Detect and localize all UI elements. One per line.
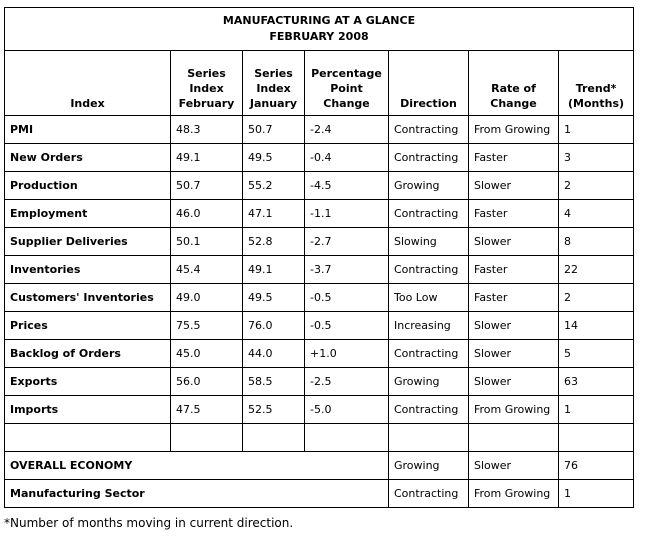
- trend-cell: 2: [559, 284, 634, 312]
- direction-cell: Growing: [389, 368, 469, 396]
- january-value-cell: 44.0: [243, 340, 305, 368]
- header-rate-of-change: Rate of Change: [469, 51, 559, 116]
- index-name-cell: Backlog of Orders: [5, 340, 171, 368]
- blank-cell: [5, 424, 171, 452]
- direction-cell: Contracting: [389, 116, 469, 144]
- table-row: [5, 396, 634, 424]
- rate-of-change-cell: From Growing: [469, 396, 559, 424]
- direction-cell: Growing: [389, 172, 469, 200]
- direction-cell: Contracting: [389, 340, 469, 368]
- trend-cell: 5: [559, 340, 634, 368]
- index-name-cell: PMI: [5, 116, 171, 144]
- blank-cell: [389, 424, 469, 452]
- index-name-cell: Supplier Deliveries: [5, 228, 171, 256]
- header-series-index-january: Series Index January: [243, 51, 305, 116]
- index-name-cell: Inventories: [5, 256, 171, 284]
- direction-cell: Slowing: [389, 228, 469, 256]
- table-row: [5, 172, 634, 200]
- rate-of-change-cell: Faster: [469, 200, 559, 228]
- rate-of-change-cell: From Growing: [469, 116, 559, 144]
- february-value-cell: 45.0: [171, 340, 243, 368]
- blank-cell: [469, 424, 559, 452]
- table-row: [5, 368, 634, 396]
- january-value-cell: 52.8: [243, 228, 305, 256]
- february-value-cell: 46.0: [171, 200, 243, 228]
- blank-cell: [171, 424, 243, 452]
- february-value-cell: 50.1: [171, 228, 243, 256]
- header-percentage-point-change: Percentage Point Change: [305, 51, 389, 116]
- january-value-cell: 49.1: [243, 256, 305, 284]
- direction-cell: Too Low: [389, 284, 469, 312]
- rate-of-change-cell: Slower: [469, 312, 559, 340]
- rate-of-change-cell: Slower: [469, 368, 559, 396]
- rate-of-change-cell: Slower: [469, 340, 559, 368]
- change-value-cell: -0.5: [305, 312, 389, 340]
- trend-cell: 8: [559, 228, 634, 256]
- january-value-cell: 52.5: [243, 396, 305, 424]
- index-name-cell: Production: [5, 172, 171, 200]
- table-row: [5, 200, 634, 228]
- rate-of-change-cell: Slower: [469, 228, 559, 256]
- change-value-cell: -2.7: [305, 228, 389, 256]
- february-value-cell: 45.4: [171, 256, 243, 284]
- rate-of-change-cell: Faster: [469, 284, 559, 312]
- table-title-row: [5, 8, 634, 51]
- summary-rate-of-change-cell: Slower: [469, 452, 559, 480]
- summary-rate-of-change-cell: From Growing: [469, 480, 559, 508]
- index-name-cell: Employment: [5, 200, 171, 228]
- summary-trend-cell: 76: [559, 452, 634, 480]
- change-value-cell: -3.7: [305, 256, 389, 284]
- blank-cell: [243, 424, 305, 452]
- trend-cell: 14: [559, 312, 634, 340]
- february-value-cell: 47.5: [171, 396, 243, 424]
- change-value-cell: +1.0: [305, 340, 389, 368]
- february-value-cell: 49.0: [171, 284, 243, 312]
- summary-trend-cell: 1: [559, 480, 634, 508]
- february-value-cell: 50.7: [171, 172, 243, 200]
- change-value-cell: -1.1: [305, 200, 389, 228]
- table-title-line-1: MANUFACTURING AT A GLANCE: [222, 14, 416, 27]
- direction-cell: Contracting: [389, 256, 469, 284]
- header-direction: Direction: [389, 51, 469, 116]
- table-row: [5, 284, 634, 312]
- footnote: *Number of months moving in current direction.: [4, 516, 294, 530]
- january-value-cell: 49.5: [243, 144, 305, 172]
- rate-of-change-cell: Slower: [469, 172, 559, 200]
- table-row: [5, 340, 634, 368]
- rate-of-change-cell: Faster: [469, 144, 559, 172]
- january-value-cell: 47.1: [243, 200, 305, 228]
- change-value-cell: -2.5: [305, 368, 389, 396]
- february-value-cell: 49.1: [171, 144, 243, 172]
- header-index: Index: [5, 51, 171, 116]
- summary-direction-cell: Growing: [389, 452, 469, 480]
- table-row: [5, 312, 634, 340]
- trend-cell: 4: [559, 200, 634, 228]
- direction-cell: Contracting: [389, 144, 469, 172]
- trend-cell: 22: [559, 256, 634, 284]
- rate-of-change-cell: Faster: [469, 256, 559, 284]
- trend-cell: 1: [559, 116, 634, 144]
- january-value-cell: 50.7: [243, 116, 305, 144]
- index-name-cell: New Orders: [5, 144, 171, 172]
- summary-name-cell: Manufacturing Sector: [5, 480, 389, 508]
- table-row: [5, 228, 634, 256]
- blank-cell: [559, 424, 634, 452]
- change-value-cell: -2.4: [305, 116, 389, 144]
- table-row: [5, 256, 634, 284]
- table-title: [5, 8, 634, 51]
- header-series-index-february: Series Index February: [171, 51, 243, 116]
- summary-direction-cell: Contracting: [389, 480, 469, 508]
- table-title-line-2: FEBRUARY 2008: [269, 30, 369, 43]
- header-trend-months: Trend* (Months): [559, 51, 634, 116]
- trend-cell: 3: [559, 144, 634, 172]
- index-name-cell: Exports: [5, 368, 171, 396]
- change-value-cell: -0.5: [305, 284, 389, 312]
- january-value-cell: 76.0: [243, 312, 305, 340]
- january-value-cell: 55.2: [243, 172, 305, 200]
- blank-cell: [305, 424, 389, 452]
- direction-cell: Increasing: [389, 312, 469, 340]
- change-value-cell: -0.4: [305, 144, 389, 172]
- change-value-cell: -4.5: [305, 172, 389, 200]
- january-value-cell: 58.5: [243, 368, 305, 396]
- table-row: [5, 144, 634, 172]
- february-value-cell: 56.0: [171, 368, 243, 396]
- trend-cell: 2: [559, 172, 634, 200]
- january-value-cell: 49.5: [243, 284, 305, 312]
- summary-row: [5, 480, 634, 508]
- trend-cell: 1: [559, 396, 634, 424]
- index-name-cell: Prices: [5, 312, 171, 340]
- summary-row: [5, 452, 634, 480]
- manufacturing-at-a-glance-table-wrapper: [4, 7, 633, 508]
- table-row: [5, 116, 634, 144]
- manufacturing-table: [4, 7, 634, 508]
- direction-cell: Contracting: [389, 200, 469, 228]
- summary-name-cell: OVERALL ECONOMY: [5, 452, 389, 480]
- direction-cell: Contracting: [389, 396, 469, 424]
- february-value-cell: 75.5: [171, 312, 243, 340]
- trend-cell: 63: [559, 368, 634, 396]
- blank-row: [5, 424, 634, 452]
- index-name-cell: Customers' Inventories: [5, 284, 171, 312]
- index-name-cell: Imports: [5, 396, 171, 424]
- february-value-cell: 48.3: [171, 116, 243, 144]
- header-row: [5, 51, 634, 116]
- change-value-cell: -5.0: [305, 396, 389, 424]
